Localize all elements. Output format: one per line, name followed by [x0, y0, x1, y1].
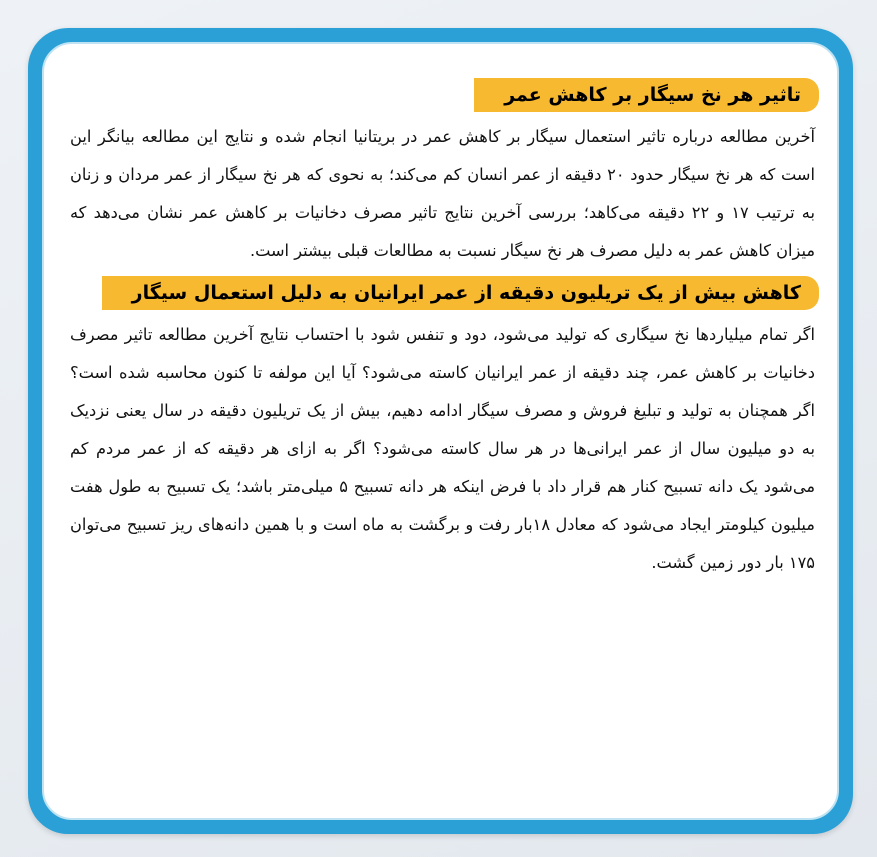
article-card: [42, 42, 839, 820]
article-content: [70, 78, 815, 798]
article-frame: [28, 28, 853, 834]
section-1: [70, 78, 815, 270]
section-1-heading: تاثیر هر نخ سیگار بر کاهش عمر: [474, 78, 819, 112]
section-1-body: آخرین مطالعه درباره تاثیر استعمال سیگار بر کاهش عمر در بریتانیا انجام شده و نتایج این مطالعه بیانگر این است که هر نخ سیگار حدود ۲۰ دقیقه از عمر انسان کم می‌کند؛ به نحوی که هر نخ سیگار از عمر مردان و زنان به ترتیب ۱۷ و ۲۲ دقیقه می‌کاهد؛ بررسی آخرین نتایج تاثیر مصرف دخانیات بر کاهش عمر نشان می‌دهد که میزان کاهش عمر به دلیل مصرف هر نخ سیگار نسبت به مطالعات قبلی بیشتر است.: [70, 127, 815, 260]
section-2-heading: کاهش بیش از یک تریلیون دقیقه از عمر ایرانیان به دلیل استعمال سیگار: [102, 276, 819, 310]
section-2-body: اگر تمام میلیاردها نخ سیگاری که تولید می‌شود، دود و تنفس شود با احتساب نتایج آخرین مطالعه تاثیر مصرف دخانیات بر کاهش عمر، چند دقیقه از عمر ایرانیان کاسته می‌شود؟ آیا این مولفه تا کنون محاسبه شده است؟ اگر همچنان به تولید و تبلیغ فروش و مصرف سیگار ادامه دهیم، بیش از یک تریلیون دقیقه در سال یعنی نزدیک به دو میلیون سال از عمر ایرانی‌ها در هر سال کاسته می‌شود؟ اگر به ازای هر دقیقه که از عمر مردم کم می‌شود یک دانه تسبیح کنار هم قرار داد با فرض اینکه هر دانه تسبیح ۵ میلی‌متر باشد؛ یک تسبیح به طول هفت میلیون کیلومتر ایجاد می‌شود که معادل ۱۸بار رفت و برگشت به ماه است و با همین دانه‌های ریز تسبیح می‌توان ۱۷۵ بار دور زمین گشت.: [70, 325, 815, 572]
section-2: [70, 276, 815, 582]
